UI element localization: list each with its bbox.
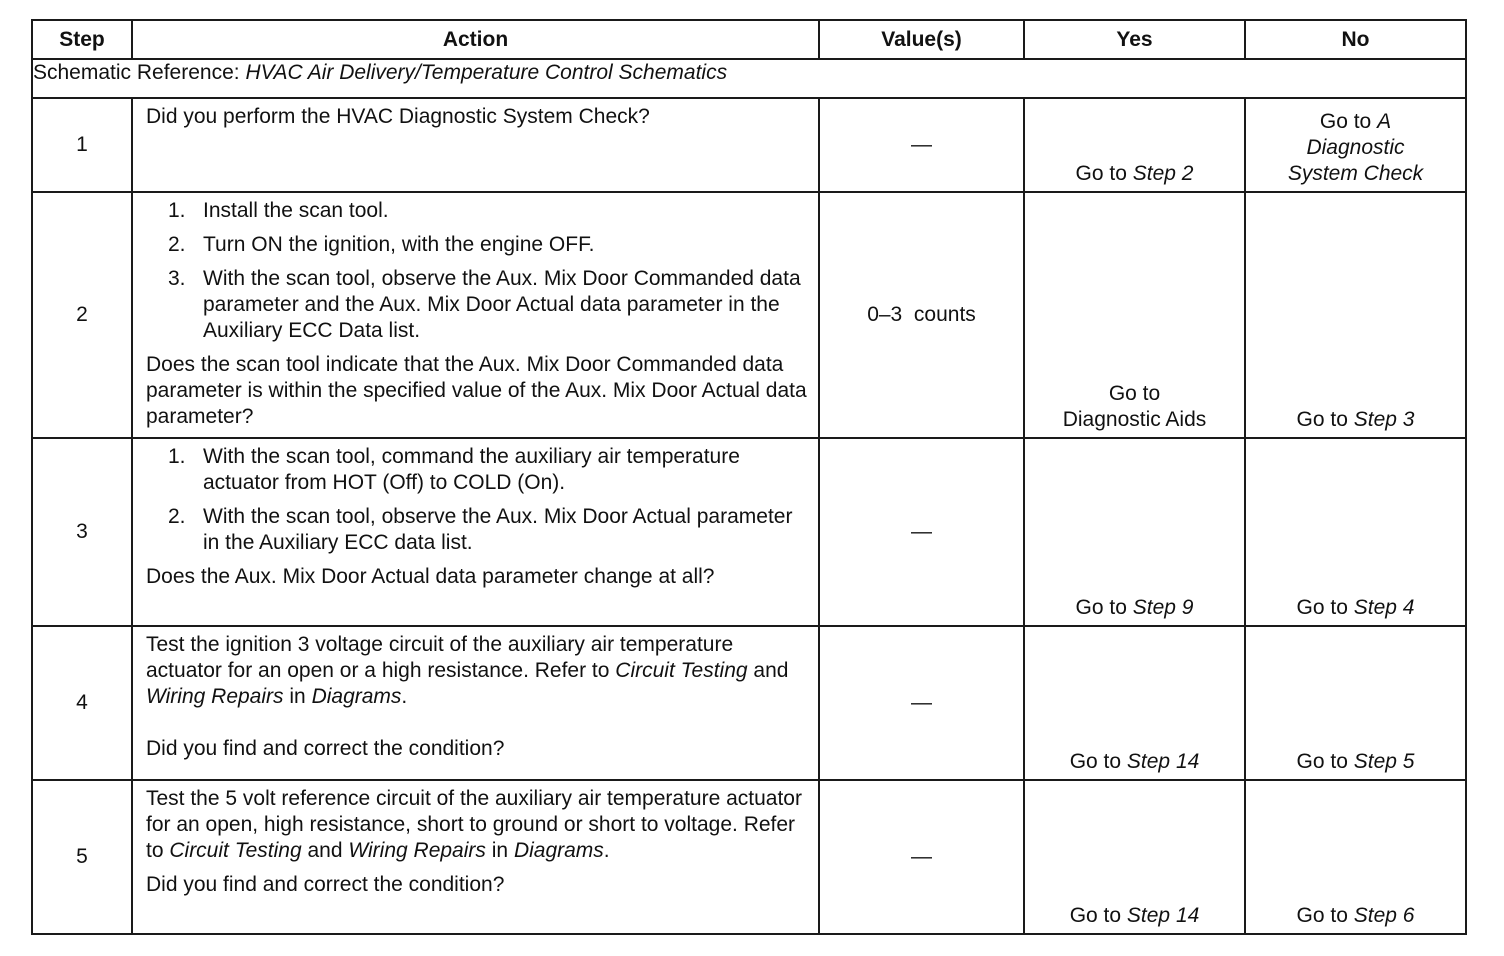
header-row <box>32 20 1466 59</box>
yes-diagnostic-aids: Diagnostic Aids <box>1062 408 1207 431</box>
action-instruction: Test the 5 volt reference circuit of the auxiliary air temperature actuator for an open, high resistance, short to ground or short to voltage. Refer to Circuit Testing and Wiring Repairs in Diagrams. <box>146 787 802 862</box>
no-cell <box>1245 438 1466 626</box>
table-row <box>32 780 1466 934</box>
yes-prefix: Go to <box>1075 596 1127 619</box>
yes-prefix: Go to <box>1075 162 1127 185</box>
yes-step-link: Step 9 <box>1132 596 1194 619</box>
action-question: Did you find and correct the condition? <box>146 737 505 760</box>
value-cell: — <box>819 780 1024 934</box>
diagnostic-table-container <box>31 19 1467 935</box>
no-step-link: Step 5 <box>1353 750 1415 773</box>
table-row <box>32 438 1466 626</box>
circuit-testing-link: Circuit Testing <box>169 839 302 862</box>
action-steps-list <box>146 198 808 344</box>
value-cell: — <box>819 98 1024 192</box>
no-prefix: Go to <box>1319 110 1372 133</box>
action-question: Does the Aux. Mix Door Actual data parameter change at all? <box>146 565 715 588</box>
action-cell <box>132 98 819 192</box>
no-cell <box>1245 98 1466 192</box>
table-row <box>32 192 1466 438</box>
yes-cell <box>1024 98 1245 192</box>
no-prefix: Go to <box>1296 408 1348 431</box>
yes-step-link: Step 2 <box>1132 162 1194 185</box>
no-prefix: Go to <box>1296 904 1348 927</box>
no-step-link: Step 6 <box>1353 904 1415 927</box>
no-cell <box>1245 626 1466 780</box>
no-step-link: Step 3 <box>1353 408 1415 431</box>
header-yes: Yes <box>1024 20 1245 59</box>
step-number: 5 <box>32 780 132 934</box>
yes-cell <box>1024 780 1245 934</box>
no-step-link: Step 4 <box>1353 596 1415 619</box>
header-action: Action <box>132 20 819 59</box>
step-number: 1 <box>32 98 132 192</box>
list-item: 1. With the scan tool, command the auxiliary air temperature actuator from HOT (Off) to COLD (On). <box>168 445 740 494</box>
action-question: Did you perform the HVAC Diagnostic System Check? <box>146 105 650 128</box>
yes-cell <box>1024 626 1245 780</box>
list-item: 1. Install the scan tool. <box>168 199 389 222</box>
list-item: 2. Turn ON the ignition, with the engine OFF. <box>168 233 595 256</box>
wiring-repairs-link: Wiring Repairs <box>146 685 284 708</box>
action-cell <box>132 438 819 626</box>
action-instruction: Test the ignition 3 voltage circuit of the auxiliary air temperature actuator for an open or a high resistance. Refer to Circuit Testing and Wiring Repairs in Diagrams. <box>146 633 789 708</box>
step-number: 4 <box>32 626 132 780</box>
yes-cell <box>1024 192 1245 438</box>
diagnostic-table <box>31 19 1467 935</box>
action-cell <box>132 780 819 934</box>
step-number: 2 <box>32 192 132 438</box>
action-cell <box>132 626 819 780</box>
list-item: 3. With the scan tool, observe the Aux. Mix Door Commanded data parameter and the Aux. Mix Door Actual data parameter in the Auxiliary ECC Data list. <box>168 267 801 342</box>
value-cell: — <box>819 438 1024 626</box>
yes-prefix: Go to <box>1108 382 1161 405</box>
no-prefix: Go to <box>1296 596 1348 619</box>
no-link-b: Diagnostic <box>1306 136 1405 159</box>
action-steps-list <box>146 444 808 556</box>
wiring-repairs-link: Wiring Repairs <box>348 839 486 862</box>
action-cell <box>132 192 819 438</box>
no-link-c: System Check <box>1287 162 1424 185</box>
no-prefix: Go to <box>1296 750 1348 773</box>
table-row <box>32 98 1466 192</box>
schematic-link: HVAC Air Delivery/Temperature Control Schematics <box>245 61 728 84</box>
yes-cell <box>1024 438 1245 626</box>
diagrams-link: Diagrams <box>311 685 402 708</box>
no-cell <box>1245 780 1466 934</box>
schematic-reference-row <box>32 59 1466 98</box>
value-cell: — <box>819 626 1024 780</box>
schematic-label: Schematic Reference: <box>33 61 240 84</box>
yes-prefix: Go to <box>1069 904 1122 927</box>
schematic-reference <box>32 59 1466 98</box>
value-cell: 0–3 counts <box>819 192 1024 438</box>
no-link-a: A <box>1377 110 1392 133</box>
header-step: Step <box>32 20 132 59</box>
step-number: 3 <box>32 438 132 626</box>
yes-prefix: Go to <box>1069 750 1122 773</box>
list-item: 2. With the scan tool, observe the Aux. Mix Door Actual parameter in the Auxiliary ECC data list. <box>168 505 793 554</box>
table-row <box>32 626 1466 780</box>
action-question: Did you find and correct the condition? <box>146 873 505 896</box>
no-cell <box>1245 192 1466 438</box>
action-question: Does the scan tool indicate that the Aux. Mix Door Commanded data parameter is within the specified value of the Aux. Mix Door Actual data parameter? <box>146 353 807 428</box>
header-no: No <box>1245 20 1466 59</box>
diagrams-link: Diagrams <box>513 839 604 862</box>
circuit-testing-link: Circuit Testing <box>615 659 748 682</box>
yes-step-link: Step 14 <box>1126 750 1200 773</box>
header-values: Value(s) <box>819 20 1024 59</box>
yes-step-link: Step 14 <box>1126 904 1200 927</box>
